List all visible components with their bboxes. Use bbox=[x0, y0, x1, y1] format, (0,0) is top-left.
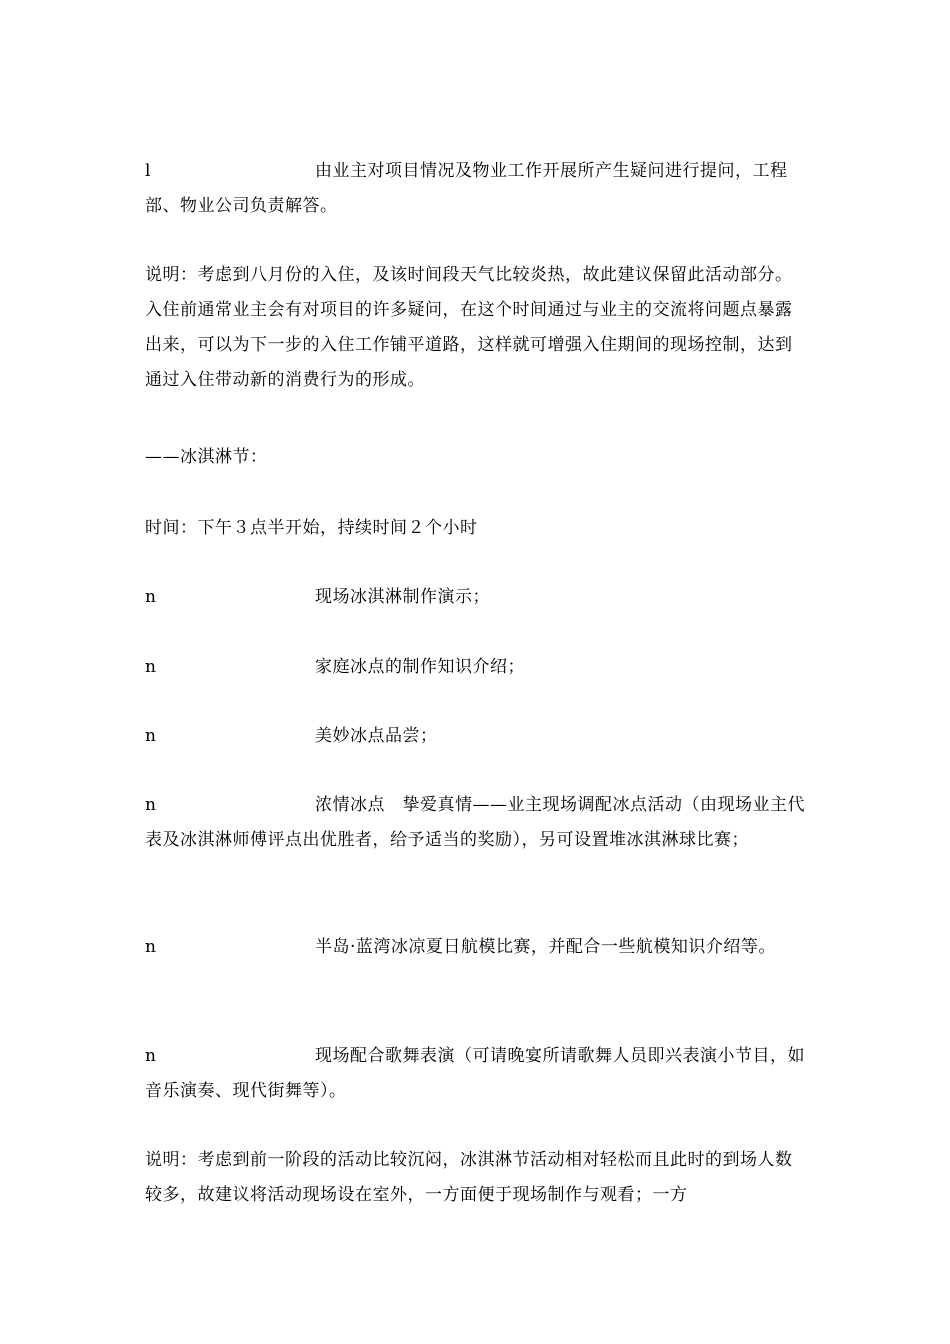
paragraph-text: 由业主对项目情况及物业工作开展所产生疑问进行提问，工程部、物业公司负责解答。 bbox=[145, 161, 788, 216]
bullet-marker: n bbox=[145, 726, 157, 746]
explanation-paragraph-2 bbox=[145, 1143, 805, 1213]
paragraph-text: 说明：考虑到八月份的入住，及该时间段天气比较炎热，故此建议保留此活动部分。入住前通常业主会有对项目的许多疑问，在这个时间通过与业主的交流将问题点暴露出来，可以为下一步的入住工作铺平道路，这样就可增强入住期间的现场控制，达到通过入住带动新的消费行为的形成。 bbox=[145, 265, 793, 390]
bullet-item-performance bbox=[145, 1039, 805, 1109]
paragraph-text: 半岛·蓝湾冰凉夏日航模比赛，并配合一些航模知识介绍等。 bbox=[315, 937, 776, 957]
bullet-item-tasting bbox=[145, 719, 805, 754]
bullet-marker: n bbox=[145, 937, 157, 957]
bullet-marker: n bbox=[145, 795, 157, 815]
bullet-marker: n bbox=[145, 1046, 157, 1066]
paragraph-text: 浓情冰点 挚爱真情——业主现场调配冰点活动（由现场业主代表及冰淇淋师傅评点出优胜者，给予适当的奖励），另可设置堆冰淇淋球比赛； bbox=[145, 795, 805, 850]
bullet-item-knowledge bbox=[145, 650, 805, 685]
paragraph-text: 现场冰淇淋制作演示； bbox=[315, 587, 490, 607]
bullet-item-mixing-contest bbox=[145, 788, 805, 858]
bullet-item-demo bbox=[145, 580, 805, 615]
bullet-item-model-contest bbox=[145, 930, 805, 965]
paragraph-text: 美妙冰点品尝； bbox=[315, 726, 438, 746]
paragraph-text: 现场配合歌舞表演（可请晚宴所请歌舞人员即兴表演小节目，如音乐演奏、现代街舞等）。 bbox=[145, 1046, 805, 1101]
section-heading-ice-cream-festival bbox=[145, 440, 805, 475]
time-paragraph bbox=[145, 511, 805, 546]
bullet-marker: n bbox=[145, 587, 157, 607]
bullet-marker: l bbox=[145, 161, 151, 181]
section-heading: ——冰淇淋节： bbox=[145, 447, 268, 467]
explanation-paragraph-1 bbox=[145, 258, 805, 398]
paragraph-text: 家庭冰点的制作知识介绍； bbox=[315, 657, 525, 677]
bullet-paragraph-qa bbox=[145, 154, 805, 224]
paragraph-text: 说明：考虑到前一阶段的活动比较沉闷，冰淇淋节活动相对轻松而且此时的到场人数较多，故建议将活动现场设在室外，一方面便于现场制作与观看；一方 bbox=[145, 1150, 793, 1205]
bullet-marker: n bbox=[145, 657, 157, 677]
paragraph-text: 时间：下午３点半开始，持续时间２个小时 bbox=[145, 518, 478, 538]
